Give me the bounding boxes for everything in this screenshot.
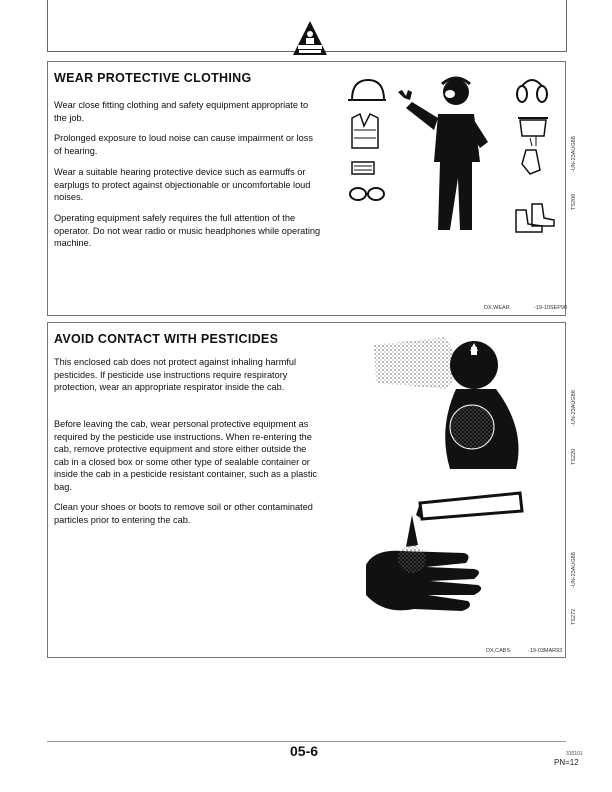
figure-date-code: -UN-23AUG88: [571, 390, 577, 426]
safety-alert-icon: [292, 20, 328, 56]
inhaling-pesticide-illustration: [366, 329, 546, 479]
figure-code: TS220: [571, 448, 577, 465]
protective-clothing-illustration: [346, 70, 556, 240]
section-avoid-pesticides: [47, 322, 577, 658]
print-code: 310101: [566, 751, 583, 757]
footer-date: -19-03MAR93: [528, 648, 563, 654]
paragraph: Clean your shoes or boots to remove soil or other contaminated particles prior to entering the cab.: [54, 502, 313, 525]
footer-code: DX,WEAR: [484, 305, 510, 311]
section-title: AVOID CONTACT WITH PESTICIDES: [54, 332, 279, 346]
paragraph: Wear a suitable hearing protective device such as earmuffs or earplugs to protect against objectionable or uncomfortable loud noises.: [54, 167, 311, 203]
top-right-rule: [566, 0, 567, 52]
section-wear-protective-clothing: [47, 61, 577, 316]
paragraph: Prolonged exposure to loud noise can cause impairment or loss of hearing.: [54, 133, 313, 156]
paragraph: This enclosed cab does not protect against inhaling harmful pesticides. If pesticide use instructions require respiratory protection, wear an appropriate respirator inside the cab.: [54, 357, 297, 393]
footer-divider: [47, 741, 566, 742]
page-index: PN=12: [554, 758, 579, 767]
pesticide-on-hand-illustration: [354, 485, 544, 635]
figure-date-code: -UN-23AUG88: [571, 136, 577, 172]
footer-code: DX,CABS: [486, 648, 511, 654]
figure-date-code: -UN-23AUG88: [571, 552, 577, 588]
footer-date: -19-10SEP90: [534, 305, 568, 311]
figure-code: TS272: [571, 608, 577, 625]
top-left-rule: [47, 0, 48, 52]
page-number: 05-6: [290, 743, 319, 759]
figure-code: TS206: [571, 193, 577, 210]
paragraph: Before leaving the cab, wear personal protective equipment as required by the pesticide use instructions. When re-entering the cab, remove protective equipment and store either outside the cab in a closed box or some other type of sealable container or inside the cab in a pesticide resistant container, such as a plastic bag.: [54, 419, 318, 492]
paragraph: Wear close fitting clothing and safety equipment appropriate to the job.: [54, 100, 309, 123]
section-title: WEAR PROTECTIVE CLOTHING: [54, 71, 252, 85]
paragraph: Operating equipment safely requires the full attention of the operator. Do not wear radio or music headphones while operating machine.: [54, 213, 321, 249]
